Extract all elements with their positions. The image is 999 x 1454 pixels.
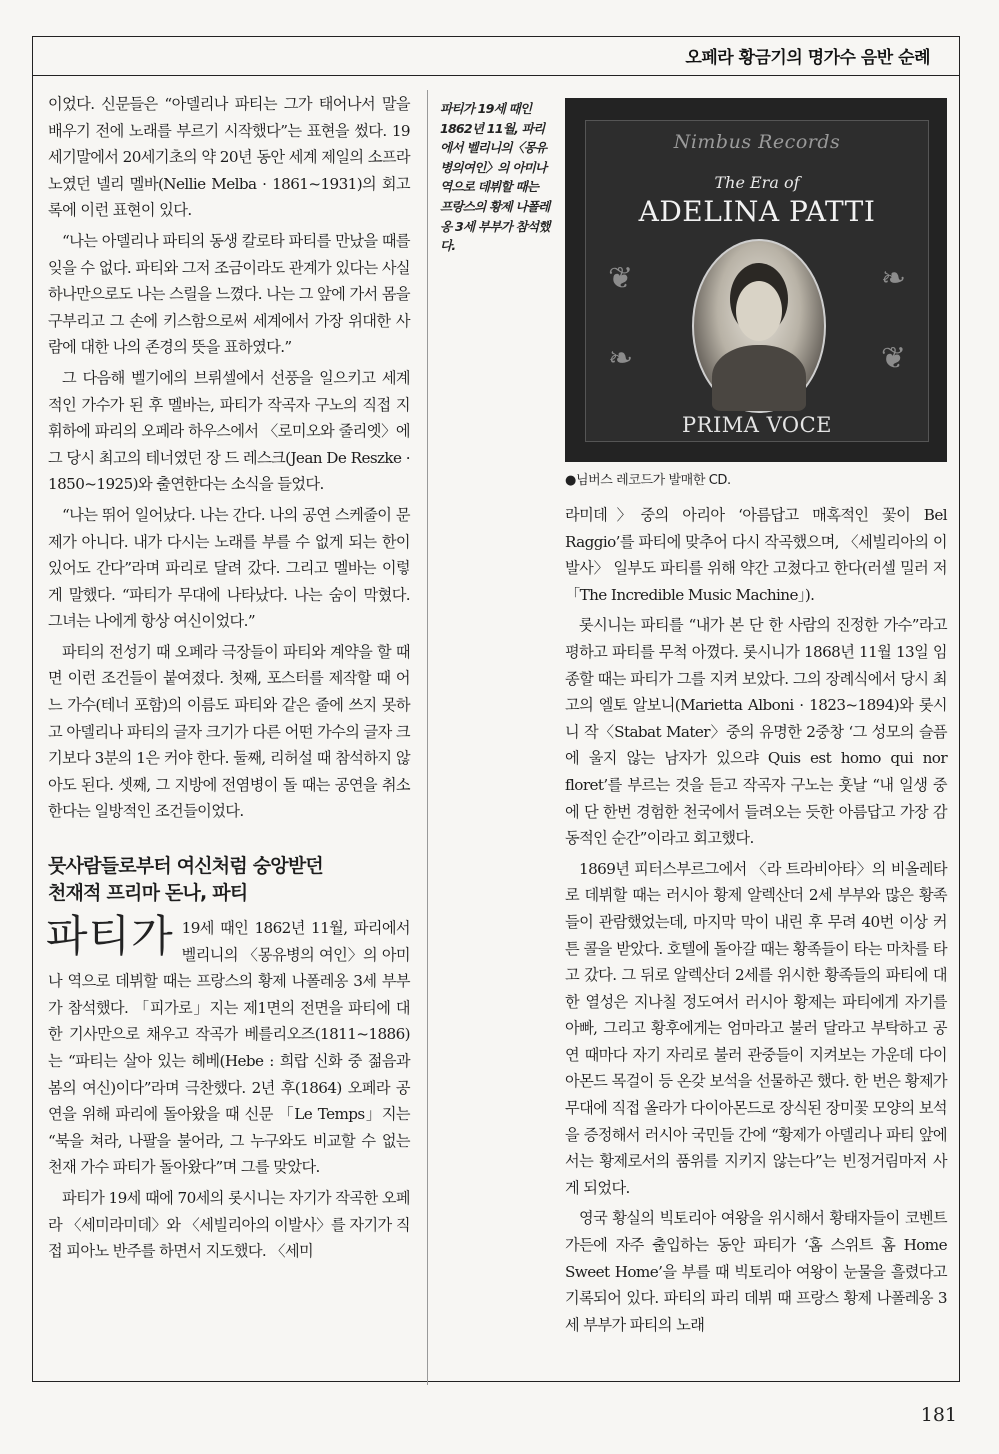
lead-paragraph: [46, 912, 410, 1181]
cd-artist-name: ADELINA PATTI: [638, 195, 876, 228]
body-paragraph: 롯시니는 파티를 “내가 본 단 한 사람의 진정한 가수”라고 평하고 파티를 무척 아꼈다. 롯시니가 1868년 11월 13일 임종할 때는 파티가 그를 지켜 보았다. 그의 장례식에서 당시 최고의 엘토 알보니(Marietta Alboni · 1823~1894)와 롯시니 작〈Stabat Mater〉중의 유명한 2중창 ‘그 성모의 슬픔에 울지 않는 남자가 있으랴 Quis est homo qui nor floret’를 부르는 것을 듣고 작곡자 구노는 훗날 “내 일생 중에 단 한번 경험한 천국에서 들려오는 듯한 아름답고 가장 감동적인 순간”이라고 회고했다.: [565, 616, 947, 848]
body-paragraph: 이었다. 신문들은 “아델리나 파티는 그가 태어나서 말을 배우기 전에 노래를 부르기 시작했다”는 표현을 썼다. 19세기말에서 20세기초의 약 20년 동안 세계 제일의 소프라노였던 넬리 멜바(Nellie Melba · 1861~1931)의 회고록에 이런 표현이 있다.: [48, 95, 410, 220]
side-caption: 파티가 19세 때인 1862년 11월, 파리에서 벨리니의〈몽유병의여인〉의 아미나 역으로 데뷔할 때는 프랑스의 황제 나폴레옹 3세 부부가 참석했다.: [440, 101, 550, 254]
cd-caption: ●님버스 레코드가 발매한 CD.: [565, 473, 731, 488]
ornament-scroll-icon: ❦: [880, 341, 906, 376]
cd-series-name: PRIMA VOCE: [682, 413, 832, 437]
left-column: [48, 91, 410, 1265]
column-divider: [427, 90, 428, 1385]
portrait-face: [736, 281, 782, 341]
body-paragraph: “나는 뛰어 일어났다. 나는 간다. 나의 공연 스케줄이 문제가 아니다. 내가 다시는 노래를 부를 수 없게 되는 한이 있어도 간다”라며 파리로 달려 갔다. 그리고 멜바는 이렇게 말했다. “파티가 무대에 나타났다. 나는 숨이 막혔다. 그녀는 나에게 항상 여신이었다.”: [48, 505, 410, 631]
subheading-line: 천재적 프리마 돈나, 파티: [48, 882, 248, 905]
section-subheading: [48, 853, 410, 907]
body-paragraph: 영국 황실의 빅토리아 여왕을 위시해서 황태자들이 코벤트 가든에 자주 출입하는 동안 파티가 ‘홈 스위트 홈 Home Sweet Home’을 부를 때 빅토리아 여왕이 눈물을 흘렸다고 기록되어 있다. 파티의 파리 데뷔 때 프랑스 황제 나폴레옹 3세 부부가 파티의 노래: [565, 1209, 947, 1334]
lead-paragraph-text: 19세 때인 1862년 11월, 파리에서 벨리니의 〈몽유병의 여인〉의 아미 나 역으로 데뷔할 때는 프랑스의 황제 나폴레옹 3세 부부가 참석했다. 「피가로」지는 제1면의 전면을 파티에 대한 기사만으로 채우고 작곡가 베를리오즈(1811~1886)는 “파티는 살아 있는 헤베(Hebe : 희랍 신화 중 젊음과 봄의 여신)이다”라며 극찬했다. 2년 후(1864) 오페라 공연을 위해 파리에 돌아왔을 때 신문 「Le Temps」지는 “북을 쳐라, 나팔을 불어라, 그 누구와도 비교할 수 없는 천재 가수 파티가 돌아왔다”며 그를 맞았다.: [48, 919, 410, 1177]
cd-cover-image: [565, 98, 947, 462]
body-paragraph: 1869년 피터스부르그에서 〈라 트라비아타〉의 비올레타로 데뷔할 때는 러시아 황제 알렉산더 2세 부부와 많은 황족들이 관람했었는데, 마지막 막이 내린 후 무려 40번 이상 커튼 콜을 받았다. 호텔에 돌아갈 때는 황족들이 타는 마차를 타고 갔다. 그 뒤로 알렉산더 2세를 위시한 황족들의 파티에 대한 열성은 지나칠 정도여서 러시아 황제는 파티에게 자기를 아빠, 그리고 황후에게는 엄마라고 불러 달라고 부탁하고 공연 때마다 자기 자리로 불러 관중들이 지켜보는 가운데 다이아몬드 목걸이 등 온갖 보석을 선물하곤 했다. 한 번은 황제가 무대에 직접 올라가 다이아몬드로 장식된 장미꽃 모양의 보석을 증정해서 러시아 국민들 간에 “황제가 아델리나 파티 앞에서는 황제로서의 품위를 지키지 않는다”는 빈정거림마저 사게 되었다.: [565, 859, 947, 1197]
portrait-oval: [692, 239, 826, 413]
drop-cap-word: 파티가: [46, 912, 174, 963]
ornament-scroll-icon: ❧: [880, 261, 906, 296]
page-number: 181: [920, 1404, 957, 1426]
cd-cover-frame: [585, 120, 929, 442]
body-paragraph: “나는 아델리나 파티의 동생 칼로타 파티를 만났을 때를 잊을 수 없다. 파티와 그저 조금이라도 관계가 있다는 사실 하나만으로도 나는 스릴을 느꼈다. 나는 그 앞에 가서 몸을 구부리고 그 손에 키스함으로써 세계에서 가장 위대한 사람에 대한 나의 존경의 뜻을 표하였다.”: [48, 231, 410, 357]
body-paragraph: 라미데〉중의 아리아 ‘아름답고 매혹적인 꽃이 Bel Raggio’를 파티에 맞추어 다시 작곡했으며, 〈세빌리아의 이발사〉 일부도 파티를 위해 약간 고쳤다고 한다(러셀 밀러 저 「The Incredible Music Machine」).: [565, 506, 947, 604]
subheading-line: 뭇사람들로부터 여신처럼 숭앙받던: [48, 855, 323, 878]
ornament-scroll-icon: ❧: [608, 341, 634, 376]
cd-record-label: Nimbus Records: [673, 131, 841, 153]
right-column: [565, 502, 947, 1338]
ornament-scroll-icon: ❦: [608, 261, 634, 296]
series-title: 오페라 황금기의 명가수 음반 순례: [685, 48, 930, 68]
body-paragraph: 그 다음해 벨기에의 브뤼셀에서 선풍을 일으키고 세계적인 가수가 된 후 멜바는, 파티가 작곡자 구노의 직접 지휘하에 파리의 오페라 하우스에서 〈로미오와 줄리엣〉에 그 당시 최고의 테너였던 장 드 레스크(Jean De Reszke · 1850~1925)와 출연한다는 소식을 들었다.: [48, 368, 410, 494]
cd-era-line: The Era of: [714, 173, 800, 192]
body-paragraph: 파티의 전성기 때 오페라 극장들이 파티와 계약을 할 때면 이런 조건들이 붙여졌다. 첫째, 포스터를 제작할 때 어느 가수(테너 포함)의 이름도 파티와 같은 줄에 쓰지 못하고 아델리나 파티의 글자 크기가 다른 어떤 가수의 글자 크기보다 3분의 1은 커야 한다. 둘째, 리허설 때 참석하지 않아도 된다. 셋째, 그 지방에 전염병이 돌 때는 공연을 취소한다는 일방적인 조건들이었다.: [48, 642, 410, 821]
portrait-dress: [712, 345, 806, 411]
header-bar: [32, 36, 960, 76]
body-paragraph: 파티가 19세 때에 70세의 롯시니는 자기가 작곡한 오페라 〈세미라미데〉와 〈세빌리아의 이발사〉를 자기가 직접 피아노 반주를 하면서 지도했다. 〈세미: [48, 1188, 410, 1261]
